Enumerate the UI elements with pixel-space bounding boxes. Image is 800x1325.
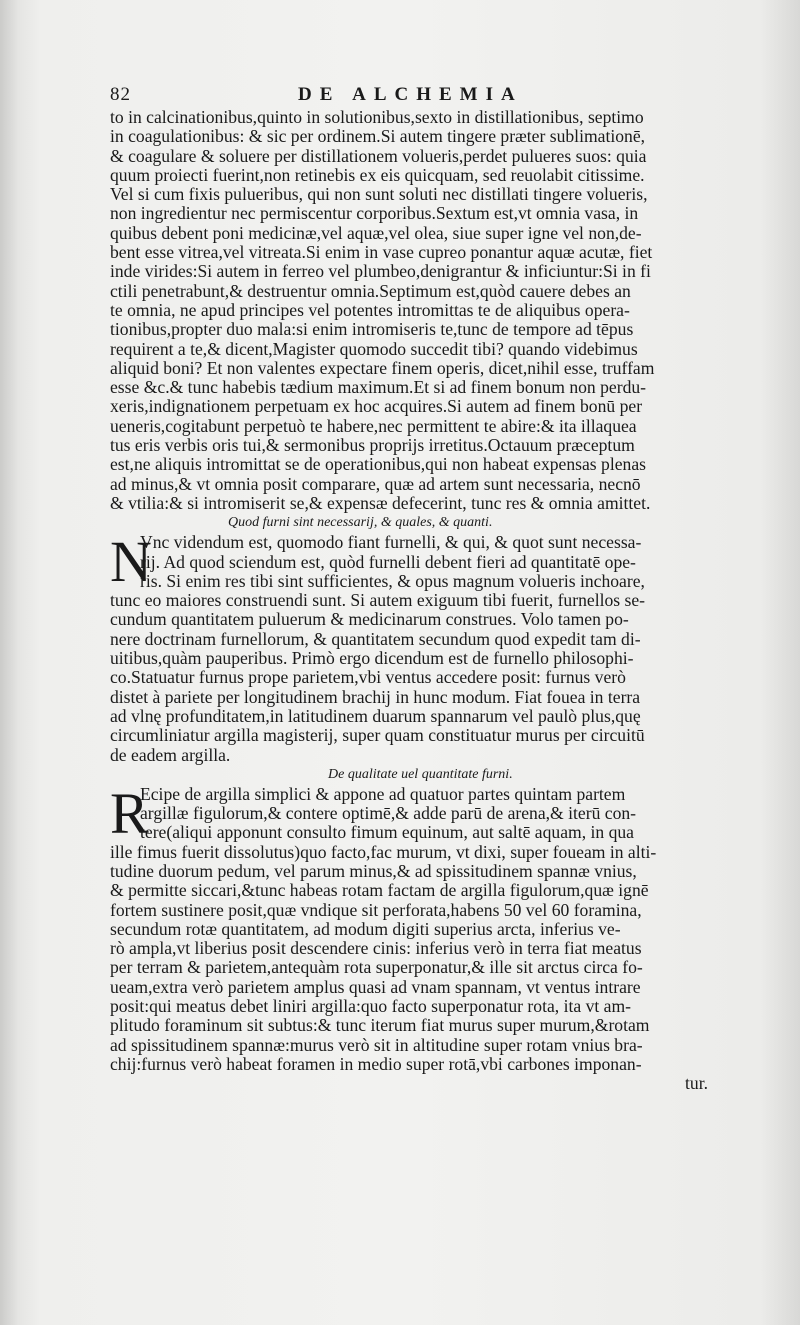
text-line: secundum rotæ quantitatem, ad modum digiti superius arcta, inferius ve- (110, 919, 621, 939)
text-line: tionibus,propter duo mala:si enim intromiseris te,tunc de tempore ad tēpus (110, 320, 634, 340)
text-line: ad minus,& vt omnia posit comparare, quæ ad artem sunt necessaria, necnō (110, 474, 641, 494)
text-line: fortem sustinere posit,quæ vndique sit perforata,habens 50 vel 60 foramina, (110, 900, 642, 920)
text-line: rò ampla,vt liberius posit descendere cinis: inferius verò in terra fiat meatus (110, 939, 642, 959)
drop-cap-n: N (110, 529, 152, 595)
text-line: tus eris verbis oris tui,& sermonibus proprijs irretitus.Octauum præceptum (110, 436, 635, 456)
text-line: esse &c.& tunc habebis tædium maximum.Et si ad finem bonum non perdu- (110, 378, 647, 398)
text-line: xeris,indignationem perpetuam ex hoc acquires.Si autem ad finem bonū per (110, 397, 643, 417)
text-line: chij:furnus verò habeat foramen in medio super rotā,vbi carbones imponan- (110, 1054, 642, 1074)
text-line: rij. Ad quod sciendum est, quòd furnelli debent fieri ad quantitatē ope- (140, 552, 636, 572)
text-line: quibus debent poni medicinæ,vel aquæ,vel olea, siue super igne vel non,de- (110, 223, 642, 243)
page-number: 82 (110, 84, 131, 105)
text-line: Ecipe de argilla simplici & appone ad quatuor partes quintam partem (140, 784, 626, 804)
text-line: posit:qui meatus debet liniri argilla:quo facto superponatur rota, ita vt am- (110, 997, 631, 1017)
text-line: nere doctrinam furnellorum, & quantitatem secundum quod expedit tam di- (110, 629, 641, 649)
text-line: tunc eo maiores construendi sunt. Si autem exiguum tibi fuerit, furnellos se- (110, 591, 646, 611)
text-line: argillæ figulorum,& contere optimē,& adde parū de arena,& iterū con- (140, 804, 637, 824)
text-line: tere(aliqui apponunt consulto fimum equinum, aut saltē aquam, in qua (140, 823, 634, 843)
text-line: & permitte siccari,&tunc habeas rotam factam de argilla figulorum,quæ ignē (110, 881, 649, 901)
text-line: ueneris,cogitabunt perpetuò te habere,nec permittent te abire:& ita illaquea (110, 416, 637, 436)
text-line: & vtilia:& si intromiserit se,& expensæ defecerint, tunc res & omnia amittet. (110, 493, 651, 513)
drop-cap-r: R (110, 780, 149, 846)
text-line: Vel si cum fixis pulueribus, qui non sunt soluti nec distillati tingere volueris, (110, 185, 648, 205)
text-line: inde virides:Si autem in ferreo vel plumbeo,denigrantur & inficiuntur:Si in fi (110, 262, 651, 282)
text-line: circumliniatur argilla magisterij, super quam constituatur murus per circuitū (110, 726, 645, 746)
text-line: plitudo foraminum sit subtus:& tunc iterum fiat murus super murum,&rotam (110, 1016, 650, 1036)
text-line: te omnia, ne apud principes vel potentes intromittas te de aliquibus opera- (110, 300, 630, 320)
paragraph-3-lines (110, 780, 718, 1074)
running-title: DE ALCHEMIA (298, 84, 523, 105)
text-line: bent esse vitrea,vel vitreata.Si enim in vase cupreo ponantur aquæ acutæ, fiet (110, 243, 653, 263)
text-line: ueam,extra verò parietem amplus quasi ad vnam spannam, vt ventus intrare (110, 977, 641, 997)
paragraph-2 (110, 529, 718, 765)
text-line: quum proiecti fuerint,non retinebis ex eis quicquam, sed reuolabit citissime. (110, 165, 645, 185)
text-line: ctili penetrabunt,& destruentur omnia.Septimum est,quòd cauere debes an (110, 281, 631, 301)
text-line: ris. Si enim res tibi sint sufficientes, & opus magnum volueris inchoare, (140, 571, 645, 591)
text-line: de eadem argilla. (110, 745, 231, 765)
text-line: Vnc videndum est, quomodo fiant furnelli, & qui, & quot sunt necessa- (140, 533, 642, 553)
section-heading-furnaces: Quod furni sint necessarij, & quales, & quanti. (228, 515, 493, 531)
catchword: tur. (685, 1074, 708, 1094)
text-line: in coagulationibus: & sic per ordinem.Si autem tingere præter sublimationē, (110, 127, 646, 147)
text-line: to in calcinationibus,quinto in solutionibus,sexto in distillationibus, septimo (110, 108, 644, 127)
text-line: cundum quantitatem puluerum & medicinarum construes. Volo tamen po- (110, 610, 629, 630)
text-line: uitibus,quàm pauperibus. Primò ergo dicendum est de furnello philosophi- (110, 649, 634, 669)
text-line: per terram & parietem,antequàm rota superponatur,& ille sit arctus circa fo- (110, 958, 643, 978)
text-line: ille fimus fuerit dissolutus)quo facto,fac murum, vt dixi, super foueam in alti- (110, 842, 657, 862)
text-line: co.Statuatur furnus prope parietem,vbi ventus accedere posit: furnus verò (110, 668, 626, 688)
text-line: est,ne aliquis intromittat se de operationibus,qui non habeat expensas plenas (110, 455, 646, 475)
text-line: distet à pariete per longitudinem brachij in hunc modum. Fiat fouea in terra (110, 687, 641, 707)
text-line: non ingredientur nec permiscentur corporibus.Sextum est,vt omnia vasa, in (110, 204, 639, 224)
paragraph-2-lines (110, 529, 718, 765)
body-text (110, 108, 718, 1094)
paragraph-3 (110, 780, 718, 1074)
text-line: ad vlnę profunditatem,in latitudinem duarum spannarum vel paulò plus,quę (110, 706, 641, 726)
paragraph-1 (110, 108, 718, 513)
text-line: aliquid boni? Et non valentes expectare finem operis, dicet,nihil esse, truffam (110, 358, 655, 378)
section-heading-furnace-quality: De qualitate uel quantitate furni. (328, 766, 513, 782)
text-line: requirent a te,& dicent,Magister quomodo succedit tibi? quando videbimus (110, 339, 638, 359)
text-line: & coagulare & soluere per distillationem volueris,perdet pulueres suos: quia (110, 146, 647, 166)
text-line: tudine duorum pedum, vel parum minus,& ad spissitudinem spannæ vnius, (110, 861, 637, 881)
text-line: ad spissitudinem spannæ:murus verò sit in altitudine super rotam vnius bra- (110, 1035, 643, 1055)
binding-shadow (0, 0, 18, 1325)
page-header (110, 84, 710, 106)
